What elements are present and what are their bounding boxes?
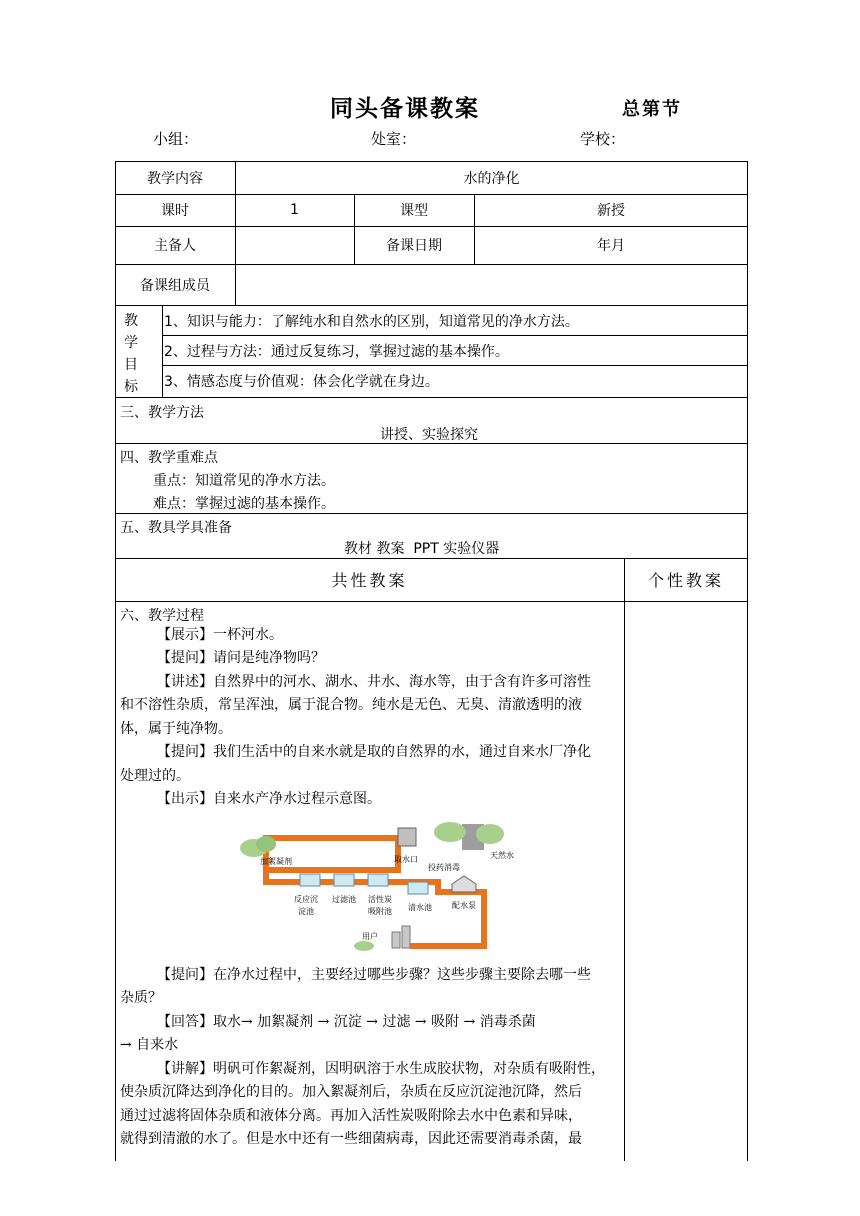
objective-knowledge: 1、知识与能力：了解纯水和自然水的区别，知道常见的净水方法。 [164,314,579,330]
methods-value: 讲授、实验探究 [380,427,478,443]
objectives-label-4: 标 [124,379,138,395]
process-line-5: 体，属于纯净物。 [120,721,232,737]
content-label: 教学内容 [147,170,203,187]
difficult-point: 难点：掌握过滤的基本操作。 [153,496,335,512]
process2-line-3: 【回答】取水→ 加絮凝剂 → 沉淀 → 过滤 → 吸附 → 消毒杀菌 [157,1014,536,1030]
objectives-label-1: 教 [124,313,138,329]
members-label: 备课组成员 [140,277,210,294]
process2-line-5: 【讲解】明矾可作絮凝剂，因明矾溶于水生成胶状物，对杂质有吸附性， [157,1061,605,1077]
user-building [392,932,400,948]
label-carbon-1: 活性炭 [368,895,392,904]
office-label: 处室： [371,130,417,148]
clear-tank [408,882,428,894]
process-heading: 六、教学过程 [120,608,204,624]
process2-line-4: → 自来水 [120,1037,179,1053]
filter-tank [334,874,354,886]
reaction-tank [300,874,320,886]
process-line-4: 和不溶性杂质，常呈浑浊，属于混合物。纯水是无色、无臭、清澈透明的液 [120,697,582,713]
label-filter: 过滤池 [332,895,356,904]
label-carbon-2: 吸附池 [368,907,392,916]
process-line-8: 【出示】自来水产净水过程示意图。 [157,791,381,807]
tools-heading: 五、教具学具准备 [120,520,232,536]
school-label: 学校： [580,130,626,148]
common-plan-header: 共性教案 [331,571,408,590]
methods-heading: 三、教学方法 [120,405,204,421]
label-user: 用户 [362,932,378,941]
pump-house [452,876,476,892]
process-line-7: 处理过的。 [120,768,190,784]
objective-attitude: 3、情感态度与价值观：体会化学就在身边。 [164,374,439,390]
label-clear: 清水池 [408,903,432,912]
preparer-label: 主备人 [154,238,196,254]
process-line-6: 【提问】我们生活中的自来水就是取的自然界的水，通过自来水厂净化 [157,744,591,760]
process2-line-8: 就得到清澈的水了。但是水中还有一些细菌病毒，因此还需要消毒杀菌，最 [120,1131,582,1147]
key-point: 重点：知道常见的净水方法。 [153,473,335,489]
page-title: 同头备课教案 [330,96,480,122]
label-intake: 取水口 [394,855,418,864]
preparer-value [235,226,354,264]
type-value: 新授 [597,203,625,219]
process2-line-1: 【提问】在净水过程中，主要经过哪些步骤？这些步骤主要除去哪一些 [157,967,591,983]
tools-value: 教材 教案 PPT 实验仪器 [344,541,500,557]
carbon-tank [368,874,388,886]
personal-plan-header: 个性教案 [647,571,724,590]
label-pump: 配水泵 [452,901,476,910]
process2-line-7: 通过过滤将固体杂质和液体分离。再加入活性炭吸附除去水中色素和异味， [120,1108,582,1124]
keypoints-heading: 四、教学重难点 [120,450,218,466]
total-section-label: 总第节 [622,99,682,120]
objectives-label-3: 目 [124,357,138,373]
members-value [235,264,748,305]
objectives-label-2: 学 [124,335,138,351]
date-value: 年月 [597,238,625,254]
process-line-2: 【提问】请问是纯净物吗？ [157,650,325,666]
process-line-3: 【讲述】自然界中的河水、湖水、井水、海水等，由于含有许多可溶性 [157,674,591,690]
label-disinfect: 投药消毒 [428,863,460,872]
label-natural: 天然水 [490,851,514,860]
intake-box [398,828,416,846]
water-purification-diagram [238,820,514,956]
period-value: 1 [290,202,299,218]
objective-process: 2、过程与方法：通过反复练习，掌握过滤的基本操作。 [164,344,509,360]
process2-line-6: 使杂质沉降达到净化的目的。加入絮凝剂后，杂质在反应沉淀池沉降，然后 [120,1084,582,1100]
label-coagulant: 加絮凝剂 [260,857,292,866]
label-reaction-2: 淀池 [298,907,314,916]
date-label: 备课日期 [386,238,442,254]
process-line-1: 【展示】一杯河水。 [157,627,283,643]
content-value: 水的净化 [463,170,520,187]
process2-line-2: 杂质？ [120,990,162,1006]
period-label: 课时 [161,203,189,219]
type-label: 课型 [400,203,428,219]
label-reaction-1: 反应沉 [294,895,318,904]
group-label: 小组： [153,130,199,148]
